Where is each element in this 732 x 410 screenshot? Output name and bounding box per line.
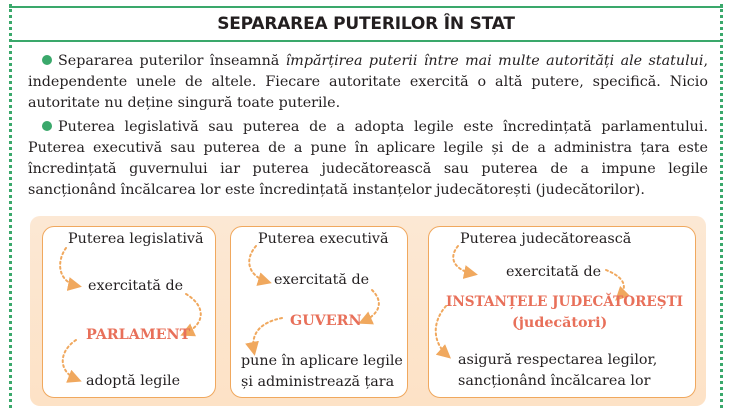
arrow-legislative-1: [60, 248, 78, 286]
paragraph-1-italic: împărțirea puterii între mai multe autorități ale statului: [285, 53, 704, 69]
executive-power-label: Puterea executivă: [258, 231, 389, 247]
judicial-authority-sub: (judecători): [512, 315, 608, 331]
judicial-role-line1: asigură respectarea legilor,: [458, 352, 658, 368]
executive-role-line2: și administrează țara: [241, 374, 395, 390]
judicial-power-label: Puterea judecătorească: [460, 231, 632, 247]
legislative-power-label: Puterea legislativă: [68, 231, 204, 247]
arrow-executive-2: [362, 290, 379, 322]
judicial-authority: INSTANȚELE JUDECĂTOREȘTI: [446, 294, 684, 310]
arrow-executive-3: [253, 318, 282, 352]
paragraph-2-text: Puterea legislativă sau puterea de a adopta legile este încredințată parlamentului. Puterea executivă sau puterea de a pune în aplicare legile și de a administra țara este încredințată guvernului iar puterea judecătorească sau puterea de a impune legile sancționând încălcarea lor este încredințată instanțelor judecătorești (judecătorilor).: [28, 119, 708, 198]
executive-exercised-by: exercitată de: [274, 272, 370, 288]
executive-authority: GUVERN: [290, 313, 362, 329]
legislative-authority: PARLAMENT: [86, 327, 191, 343]
arrow-judicial-3: [436, 306, 448, 356]
paragraph-1-end: , independente unele de altele. Fiecare autoritate exercită o altă putere, specifică. Nicio autoritate nu deține singură toate puterile.: [28, 53, 709, 111]
legislative-role: adoptă legile: [86, 373, 181, 389]
arrow-judicial-1: [453, 246, 474, 274]
paragraph-1-start: Separarea puterilor înseamnă: [58, 53, 286, 69]
legislative-exercised-by: exercitată de: [88, 278, 184, 294]
page-title: SEPARAREA PUTERILOR ÎN STAT: [217, 14, 515, 34]
executive-role-line1: pune în aplicare legile: [241, 353, 403, 369]
judicial-role-line2: sancționând încălcarea lor: [458, 373, 651, 389]
arrow-legislative-3: [63, 340, 78, 380]
arrow-executive-1: [249, 246, 268, 282]
judicial-exercised-by: exercitată de: [506, 264, 602, 280]
